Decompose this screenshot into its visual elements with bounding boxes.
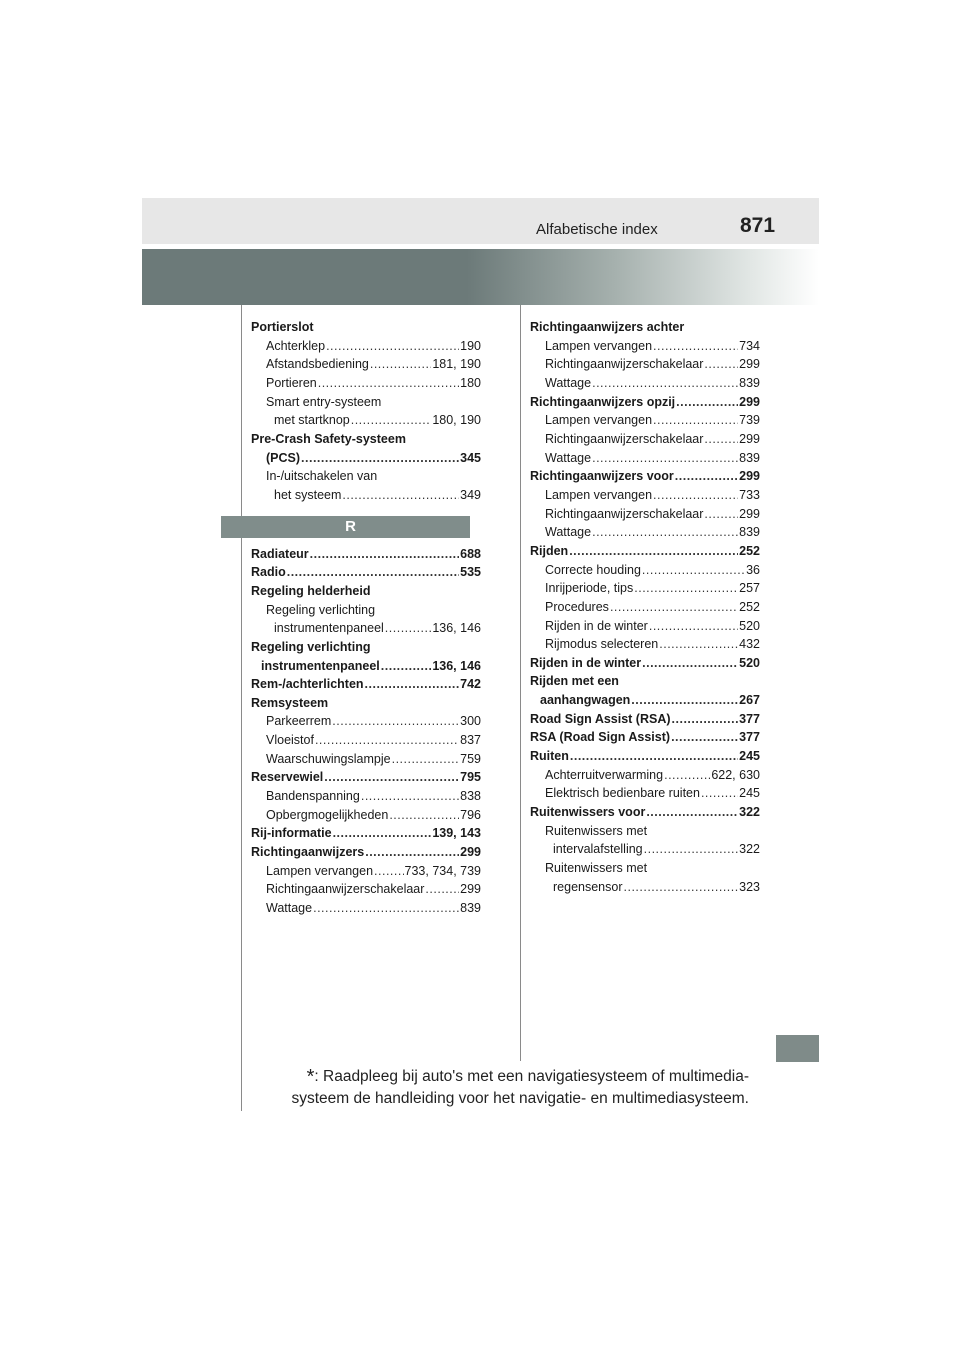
entry-label: Waarschuwingslampje xyxy=(266,751,391,766)
entry-page: 622, 630 xyxy=(711,767,760,782)
dot-leader xyxy=(326,337,459,356)
index-entry xyxy=(530,784,760,803)
entry-label: Rijmodus selecteren xyxy=(545,637,659,652)
dot-leader xyxy=(664,766,710,785)
dot-leader xyxy=(671,728,738,747)
entry-label: Rij-informatie xyxy=(251,826,332,841)
entry-label: Road Sign Assist (RSA) xyxy=(530,711,671,726)
dot-leader xyxy=(675,467,738,486)
index-subheading: Ruitenwissers met xyxy=(545,861,648,876)
header-bar xyxy=(142,198,819,244)
index-entry xyxy=(530,579,760,598)
entry-page: 323 xyxy=(739,879,760,894)
index-entry xyxy=(251,619,481,638)
entry-label: Vloeistof xyxy=(266,733,314,748)
entry-page: 739 xyxy=(739,413,760,428)
entry-label: intervalafstelling xyxy=(553,842,643,857)
index-subheading: Regeling verlichting xyxy=(266,602,376,617)
entry-label: Portieren xyxy=(266,375,317,390)
entry-label: Rijden xyxy=(530,543,569,558)
index-entry-main xyxy=(251,657,481,676)
index-entry-main xyxy=(251,824,481,843)
header-gradient-band xyxy=(142,249,819,305)
entry-label: Richtingaanwijzerschakelaar xyxy=(545,431,704,446)
index-entry xyxy=(251,731,481,750)
dot-leader xyxy=(592,523,738,542)
left-column-rule xyxy=(241,305,242,1111)
entry-label: Wattage xyxy=(545,450,592,465)
index-entry xyxy=(530,449,760,468)
index-entry xyxy=(251,862,481,881)
entry-page: 36 xyxy=(746,562,760,577)
entry-label: Afstandsbediening xyxy=(266,357,369,372)
entry-page: 839 xyxy=(739,450,760,465)
entry-page: 734 xyxy=(739,338,760,353)
index-heading: Regeling verlichting xyxy=(251,639,371,654)
dot-leader xyxy=(676,393,738,412)
entry-label: Reservewiel xyxy=(251,770,324,785)
entry-label: instrumentenpaneel xyxy=(261,658,380,673)
entry-page: 252 xyxy=(739,543,760,558)
entry-page: 299 xyxy=(739,394,760,409)
dot-leader xyxy=(342,486,459,505)
dot-leader xyxy=(301,449,459,468)
index-entry xyxy=(251,750,481,769)
index-entry xyxy=(251,374,481,393)
index-entry xyxy=(251,787,481,806)
index-entry-main xyxy=(530,691,760,710)
entry-label: Rijden in de winter xyxy=(545,618,648,633)
entry-label: Opbergmogelijkheden xyxy=(266,807,389,822)
dot-leader xyxy=(653,411,738,430)
entry-label: Inrijperiode, tips xyxy=(545,581,634,596)
entry-label: Richtingaanwijzerschakelaar xyxy=(266,882,425,897)
dot-leader xyxy=(642,561,745,580)
dot-leader xyxy=(324,768,459,787)
entry-page: 837 xyxy=(460,733,481,748)
entry-page: 535 xyxy=(460,565,481,580)
entry-label: Bandenspanning xyxy=(266,789,360,804)
entry-label: Richtingaanwijzers xyxy=(251,845,365,860)
dot-leader xyxy=(385,619,432,638)
dot-leader xyxy=(649,617,738,636)
entry-label: Wattage xyxy=(266,901,313,916)
entry-page: 377 xyxy=(739,711,760,726)
dot-leader xyxy=(701,784,738,803)
index-entry xyxy=(530,617,760,636)
dot-leader xyxy=(310,545,459,564)
dot-leader xyxy=(365,843,459,862)
entry-page: 299 xyxy=(460,882,481,897)
entry-label: Radiateur xyxy=(251,546,309,561)
entry-page: 349 xyxy=(460,487,481,502)
dot-leader xyxy=(644,840,739,859)
index-entry-main xyxy=(530,654,760,673)
entry-page: 796 xyxy=(460,807,481,822)
entry-page: 190 xyxy=(460,338,481,353)
dot-leader xyxy=(365,675,460,694)
entry-label: het systeem xyxy=(274,487,342,502)
index-entry xyxy=(530,635,760,654)
dot-leader xyxy=(333,824,432,843)
entry-label: Rem-/achterlichten xyxy=(251,677,364,692)
footnote-text-1: : Raadpleeg bij auto's met een navigatiesysteem of multimedia- xyxy=(314,1068,749,1085)
dot-leader xyxy=(631,691,738,710)
entry-label: met startknop xyxy=(274,413,350,428)
entry-page: 742 xyxy=(460,677,481,692)
entry-page: 299 xyxy=(460,845,481,860)
index-entry xyxy=(530,561,760,580)
dot-leader xyxy=(646,803,738,822)
entry-page: 432 xyxy=(739,637,760,652)
dot-leader xyxy=(653,337,738,356)
entry-page: 520 xyxy=(739,655,760,670)
entry-page: 733 xyxy=(739,487,760,502)
index-entry xyxy=(530,486,760,505)
index-entry-main xyxy=(530,542,760,561)
index-entry xyxy=(251,712,481,731)
entry-page: 733, 734, 739 xyxy=(404,863,481,878)
entry-label: Lampen vervangen xyxy=(545,487,653,502)
entry-label: instrumentenpaneel xyxy=(274,621,384,636)
dot-leader xyxy=(318,374,459,393)
dot-leader xyxy=(704,355,738,374)
entry-page: 322 xyxy=(739,842,760,857)
dot-leader xyxy=(653,486,738,505)
index-entry xyxy=(530,505,760,524)
index-subheading: In-/uitschakelen van xyxy=(266,469,378,484)
index-entry xyxy=(530,355,760,374)
entry-page: 136, 146 xyxy=(432,658,481,673)
entry-page: 245 xyxy=(739,786,760,801)
entry-page: 299 xyxy=(739,431,760,446)
index-heading: Rijden met een xyxy=(530,674,619,689)
side-index-tab xyxy=(776,1035,819,1062)
entry-label: Ruitenwissers voor xyxy=(530,805,646,820)
dot-leader xyxy=(315,731,459,750)
entry-page: 839 xyxy=(739,525,760,540)
entry-page: 520 xyxy=(739,618,760,633)
dot-leader xyxy=(332,712,459,731)
entry-page: 180 xyxy=(460,375,481,390)
index-entry-main xyxy=(530,803,760,822)
index-entry xyxy=(530,523,760,542)
entry-label: regensensor xyxy=(553,879,623,894)
index-entry xyxy=(530,766,760,785)
letter-section-bar: R xyxy=(221,516,470,538)
entry-page: 838 xyxy=(460,789,481,804)
index-heading: Remsysteem xyxy=(251,695,329,710)
index-entry-main xyxy=(251,843,481,862)
index-entry xyxy=(251,486,481,505)
entry-page: 257 xyxy=(739,581,760,596)
entry-label: (PCS) xyxy=(266,450,301,465)
index-heading: Richtingaanwijzers achter xyxy=(530,320,685,334)
entry-page: 245 xyxy=(739,749,760,764)
index-heading: Regeling helderheid xyxy=(251,583,371,598)
index-subheading: Smart entry-systeem xyxy=(266,394,382,409)
index-entry-main xyxy=(251,545,481,564)
dot-leader xyxy=(392,750,460,769)
index-entry-main xyxy=(530,747,760,766)
index-entry xyxy=(530,878,760,897)
entry-label: Parkeerrem xyxy=(266,714,332,729)
dot-leader xyxy=(425,880,459,899)
footnote xyxy=(270,1066,749,1110)
entry-page: 795 xyxy=(460,770,481,785)
index-entry-main xyxy=(251,563,481,582)
dot-leader xyxy=(287,563,459,582)
index-entry xyxy=(251,337,481,356)
dot-leader xyxy=(313,899,459,918)
dot-leader xyxy=(624,878,739,897)
dot-leader xyxy=(634,579,738,598)
dot-leader xyxy=(370,355,431,374)
index-entry xyxy=(530,430,760,449)
index-entry xyxy=(251,899,481,918)
index-entry-main xyxy=(530,710,760,729)
dot-leader xyxy=(569,542,738,561)
entry-page: 759 xyxy=(460,751,481,766)
entry-page: 136, 146 xyxy=(432,621,481,636)
middle-column-rule xyxy=(520,305,521,1061)
index-entry-main xyxy=(530,728,760,747)
entry-label: aanhangwagen xyxy=(540,693,631,708)
entry-page: 299 xyxy=(739,506,760,521)
index-entry xyxy=(251,411,481,430)
index-entry-main xyxy=(530,467,760,486)
entry-page: 252 xyxy=(739,599,760,614)
entry-page: 267 xyxy=(739,693,760,708)
entry-page: 688 xyxy=(460,546,481,561)
index-entry xyxy=(251,880,481,899)
dot-leader xyxy=(374,862,404,881)
entry-page: 180, 190 xyxy=(432,413,481,428)
index-entry xyxy=(251,355,481,374)
entry-label: Richtingaanwijzerschakelaar xyxy=(545,357,704,372)
entry-page: 377 xyxy=(739,730,760,745)
entry-label: Lampen vervangen xyxy=(266,863,374,878)
index-entry-main xyxy=(251,768,481,787)
entry-page: 839 xyxy=(739,375,760,390)
index-entry-main xyxy=(251,449,481,468)
entry-label: Achterklep xyxy=(266,338,326,353)
index-entry xyxy=(530,337,760,356)
dot-leader xyxy=(592,449,738,468)
index-entry xyxy=(251,806,481,825)
entry-label: Richtingaanwijzerschakelaar xyxy=(545,506,704,521)
index-entry xyxy=(530,598,760,617)
dot-leader xyxy=(381,657,432,676)
section-title: Alfabetische index xyxy=(536,221,658,238)
entry-page: 139, 143 xyxy=(432,826,481,841)
index-entry xyxy=(530,374,760,393)
entry-page: 299 xyxy=(739,357,760,372)
entry-label: Procedures xyxy=(545,599,609,614)
index-entry xyxy=(530,411,760,430)
entry-label: Richtingaanwijzers opzij xyxy=(530,394,676,409)
entry-label: Achterruitverwarming xyxy=(545,767,664,782)
dot-leader xyxy=(672,710,739,729)
entry-label: RSA (Road Sign Assist) xyxy=(530,730,671,745)
entry-label: Correcte houding xyxy=(545,562,641,577)
dot-leader xyxy=(610,598,738,617)
entry-page: 839 xyxy=(460,901,481,916)
footnote-line-1 xyxy=(270,1066,749,1088)
index-column-right xyxy=(530,318,760,896)
entry-label: Wattage xyxy=(545,375,592,390)
entry-page: 300 xyxy=(460,714,481,729)
footnote-star: * xyxy=(306,1066,315,1088)
dot-leader xyxy=(592,374,738,393)
entry-label: Lampen vervangen xyxy=(545,338,653,353)
dot-leader xyxy=(389,806,459,825)
entry-page: 322 xyxy=(739,805,760,820)
index-entry xyxy=(530,840,760,859)
dot-leader xyxy=(570,747,738,766)
entry-label: Lampen vervangen xyxy=(545,413,653,428)
entry-page: 299 xyxy=(739,469,760,484)
entry-label: Elektrisch bedienbare ruiten xyxy=(545,786,700,801)
entry-label: Richtingaanwijzers voor xyxy=(530,469,674,484)
entry-page: 181, 190 xyxy=(432,357,481,372)
index-entry-main xyxy=(251,675,481,694)
footnote-line-2: systeem de handleiding voor het navigatie- en multimediasysteem. xyxy=(291,1090,749,1107)
dot-leader xyxy=(642,654,738,673)
index-heading: Pre-Crash Safety-systeem xyxy=(251,431,406,446)
index-entry-main xyxy=(530,393,760,412)
index-heading: Portierslot xyxy=(251,320,314,334)
dot-leader xyxy=(704,505,738,524)
index-column-left xyxy=(251,318,481,918)
entry-page: 345 xyxy=(460,450,481,465)
index-subheading: Ruitenwissers met xyxy=(545,823,648,838)
dot-leader xyxy=(351,411,432,430)
entry-label: Rijden in de winter xyxy=(530,655,642,670)
dot-leader xyxy=(361,787,459,806)
dot-leader xyxy=(659,635,738,654)
dot-leader xyxy=(704,430,738,449)
entry-label: Radio xyxy=(251,565,286,580)
page-number: 871 xyxy=(740,214,776,237)
entry-label: Ruiten xyxy=(530,749,569,764)
entry-label: Wattage xyxy=(545,525,592,540)
